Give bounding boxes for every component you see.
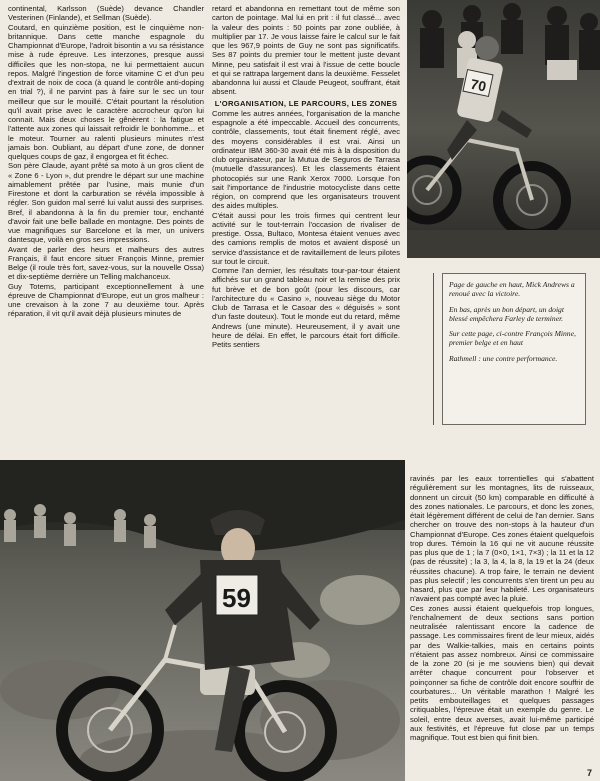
paragraph: Guy Totems, participant exceptionnellement à une épreuve de Championnat d'Europe, eut un gros malheur : une crevaison à la zone 7 au deuxième tour. Après réparation, il vit qu'il avait déjà plusieurs minutes de bbox=[8, 281, 204, 319]
caption: En bas, après un bon départ, un doigt blessé empêchera Farley de terminer. bbox=[449, 304, 564, 323]
paragraph: Son père Claude, ayant prêté sa moto à un gros client de « Zone 6 - Lyon », dut prendre le départ sur une machine aimablement prêtée par l'usine, mais munie d'un Firestone et dont la carburation se révéla impossible à régler. Son guidon mal serré lui valut aussi des surprises. Bref, il abandonna à la fin du premier tour, enchanté d'avoir fait une belle ballade en montagne. Des points de vue magnifiques sur Barcelone et la mer, un univers dantesque, voilà en gros ses impressions. bbox=[8, 161, 204, 245]
caption: Sur cette page, ci-contre François Minne, premier belge et en haut bbox=[449, 329, 576, 348]
bib-number: 59 bbox=[222, 583, 251, 613]
paragraph: Comme l'an dernier, les résultats tour-par-tour étaient affichés sur un grand tableau noir et la remise des prix fut brève et de bon goût (pour les discours, car l'architecture du « Casino », nouveau siège du Motor Club de Tarrasa et le Casoar des « déguisés » sont d'un faste douteux). Tout le monde eut du retard, même Andrews (une minute). Heureusement, il y avait une heure de délai. En effet, le parcours était fort difficile. Petits sentiers bbox=[212, 266, 400, 349]
caption: Rathmell : une contre performance. bbox=[449, 353, 558, 363]
photo-rider-top-right bbox=[407, 0, 600, 258]
paragraph: ravinés par les eaux torrentielles qui s'abattent régulièrement sur les montagnes, lits de ruisseaux, donnent un circuit (50 km) comparable en difficulté à des zones nationales. Le parcours, et donc les zones, était légèrement différent de celui de l'an dernier. Sans chercher on trouve des non-stops à la hauteur d'un Championnat d'Europe. Ces zones étaient quelquefois trop dures. Témoin la 16 qui ne vit aucune réussite pas plus que de 1 ; la 7 (0×0, 1×1, 7×3) ; la 11 et la 12 (pas de réussite) ; la 3, la 4, la 8, la 19 et la 24 (deux réussites chacune). A trop faire, le terrain ne devient pas plus selectif ; les concurrents s'en tirent un peu au hasard, plus que par leur habileté. Les organisateurs n'avaient pas compté avec la pluie. bbox=[410, 474, 594, 604]
rider-number-plate: 70 bbox=[469, 75, 488, 95]
paragraph: Avant de parler des heurs et malheurs des autres Français, il faut encore situer François Minne, premier Belge (il roule très fort, savez-vous, sur la nouvelle Ossa) et dix-septième derrière un Telling malchanceux. bbox=[8, 244, 204, 282]
paragraph: continental, Karlsson (Suède) devance Chandler Vesterinen (Finlande), et Sellman (Suède). bbox=[8, 4, 204, 23]
paragraph: C'était aussi pour les trois firmes qui centrent leur activité sur le tout-terrain l'occasion de rivaliser de prestige. Ossa, Bultaco, Montesa étaient venues avec des camions remplis de motos et avaient disposé un service d'assistance et de ravitaillement de leurs pilotes sur tout le circuit. bbox=[212, 210, 400, 266]
article-column-1 bbox=[8, 4, 204, 456]
photo-trial-rider-illustration bbox=[0, 460, 405, 781]
article-column-3 bbox=[410, 474, 594, 774]
caption: Page de gauche en haut, Mick Andrews a renoué avec la victoire. bbox=[449, 280, 575, 299]
article-column-2 bbox=[212, 4, 400, 456]
paragraph: Coutard, en quinzième position, est le cinquième non-britannique. Dans cette manche espagnole du Championnat d'Europe, l'adroit bisontin a vu sa résistance mise à rude épreuve. Les interzones, presque aussi difficiles que les non-stopa, ne lui permettaient aucun repos. Malgré l'ingestion de force vitamine C et d'un peu d'extrait de noix de coca (à quand le contrôle anti-doping en trial ?), il ne parvint pas à faire sur le sec un tour meilleur que sur le mouillé. C'était pourtant la résolution qu'il avait prise avec le caractère accrocheur qu'on lui connait. Mais deux choses le gênèrent : la fatigue et l'attente aux zones qui laissait refroidir le bonhomme... et le moteur. Tourner au ralenti plusieurs minutes n'est jamais bon. Oubliant, au départ d'une zone, de donner quelques coups de gaz, il engorgea et fit échec. bbox=[8, 22, 204, 161]
paragraph: retard et abandonna en remettant tout de même son carton de pointage. Mal lui en prit : il fut classé... avec la valeur des points : 50 points par zone oubliée, à multiplier par 17. Je vous laisse faire le calcul sur le fait que les 967,9 points de Guy ne sont pas significatifs. Ses 87 points du premier tour le mettent juste devant Minne, peu satisfait il est vrai à l'issue de cette boucle et qui se rattrapa largement dans la deuxième. Fesselet abandonna lui aussi et Claude Peugeot, souffrant, était absent. bbox=[212, 4, 400, 97]
page-number: 7 bbox=[586, 768, 592, 778]
paragraph: Comme les autres années, l'organisation de la manche espagnole a été impeccable. Accueil des concurrents, contrôle, classements, tout était finement réglé, avec des moyens considérables il est vrai. Ainsi un ordinateur IBM 360-30 avait été mis à la disposition du club organisateur, par la Mutua de Seguros de Tarrasa (mutuelle d'assurances). Et les classements étaient photocopiés sur une Rank Xerox 7000. Lorsque l'on sait l'importance de l'industrie motocycliste dans cette région, on comprend que les organisateurs trouvent des aides multiples. bbox=[212, 108, 400, 211]
section-heading: L'ORGANISATION, LE PARCOURS, LES ZONES bbox=[214, 98, 398, 108]
caption-rule bbox=[433, 273, 434, 425]
photo-captions bbox=[442, 273, 586, 425]
paragraph: Ces zones aussi étaient quelquefois trop longues, l'enchaînement de deux sections sans portion neutralisée ralentissant encore la cadence de passage. Les commissaires firent de leur mieux, aidés par des Walkie-talkies, mais en certains points n'étaient pas assez nombreux. Ainsi ce commissaire de la zone 20 (si je me souviens bien) qui devait arrêter chaque concurrent pour l'observer et poinçonner sa fiche de contrôle doit encore souffrir de courbatures... Un véritable marathon ! Malgré les petits embouteillages et quelques passages critiquables, l'épreuve était un exemple du genre. Le soleil, entre deux averses, avait lui-même participé aux festivités, et l'épreuve fut close par un temps magnifique. Tout est bien qui finit bien. bbox=[410, 603, 594, 742]
photo-rider-bottom-left bbox=[0, 460, 405, 781]
photo-rider-illustration bbox=[407, 0, 600, 258]
